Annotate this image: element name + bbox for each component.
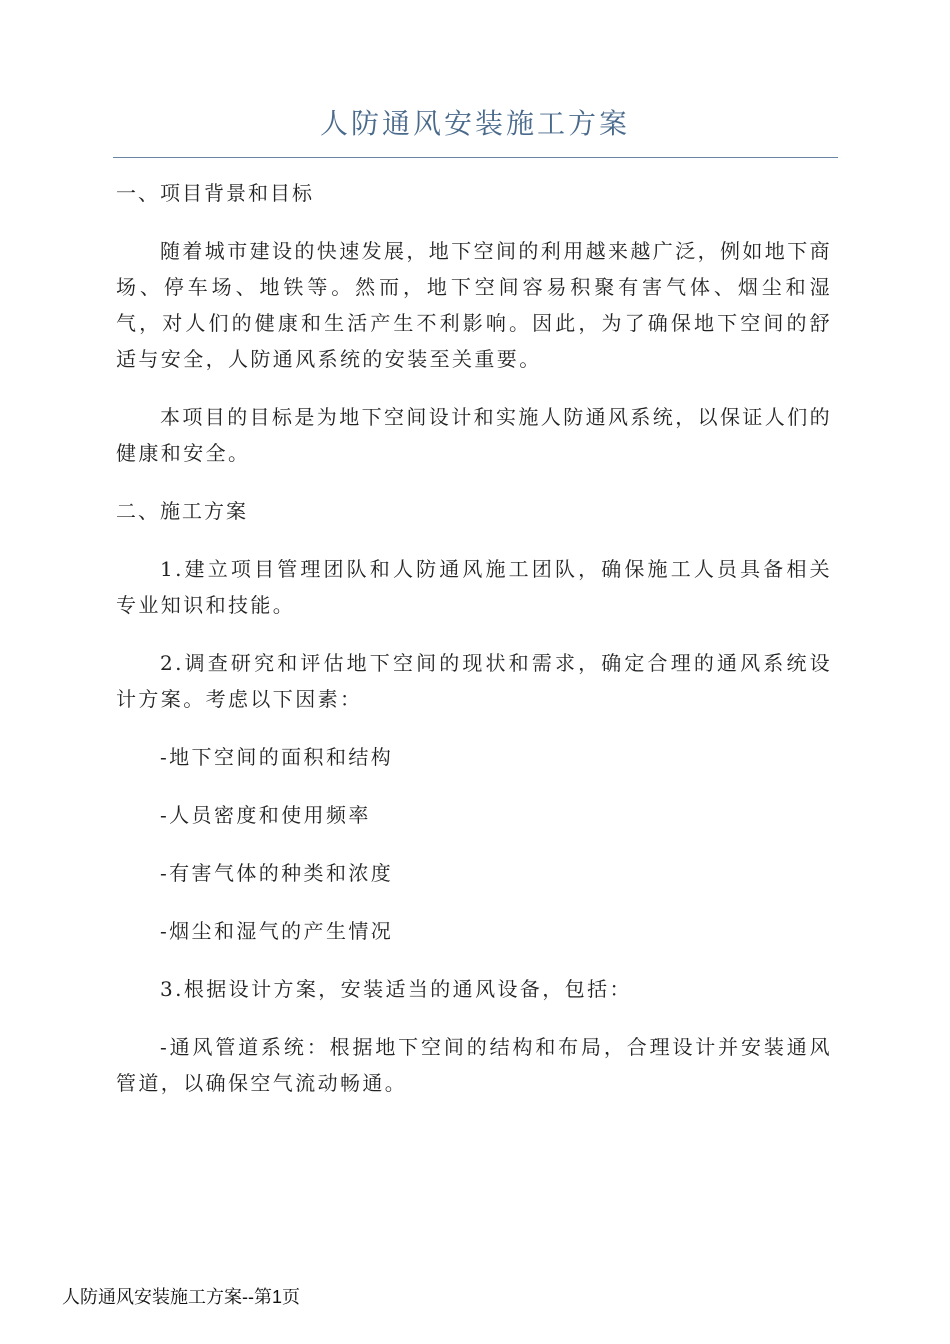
page-title: 人防通风安装施工方案 (319, 107, 630, 140)
list-item-duct-system: -通风管道系统：根据地下空间的结构和布局，合理设计并安装通风管道，以确保空气流动畅通。 (116, 1035, 832, 1095)
list-item-harmful-gases: -有害气体的种类和浓度 (160, 861, 394, 885)
list-item-density-frequency: -人员密度和使用频率 (160, 803, 371, 827)
paragraph-step-3: 3.根据设计方案，安装适当的通风设备，包括： (160, 977, 632, 1001)
list-item-smoke-humidity: -烟尘和湿气的产生情况 (160, 919, 394, 943)
section-heading-background: 一、项目背景和目标 (116, 181, 314, 205)
document-body (116, 175, 832, 1123)
page-footer: 人防通风安装施工方案--第1页 (62, 1287, 300, 1307)
title-divider (113, 157, 838, 158)
paragraph-background: 随着城市建设的快速发展，地下空间的利用越来越广泛，例如地下商场、停车场、地铁等。然而，地下空间容易积聚有害气体、烟尘和湿气，对人们的健康和生活产生不利影响。因此，为了确保地下空间的舒适与安全，人防通风系统的安装至关重要。 (116, 239, 832, 371)
paragraph-step-1: 1.建立项目管理团队和人防通风施工团队，确保施工人员具备相关专业知识和技能。 (116, 557, 832, 617)
section-heading-plan: 二、施工方案 (116, 499, 248, 523)
paragraph-goal: 本项目的目标是为地下空间设计和实施人防通风系统，以保证人们的健康和安全。 (116, 405, 832, 465)
list-item-area-structure: -地下空间的面积和结构 (160, 745, 394, 769)
paragraph-step-2: 2.调查研究和评估地下空间的现状和需求，确定合理的通风系统设计方案。考虑以下因素： (116, 651, 832, 711)
